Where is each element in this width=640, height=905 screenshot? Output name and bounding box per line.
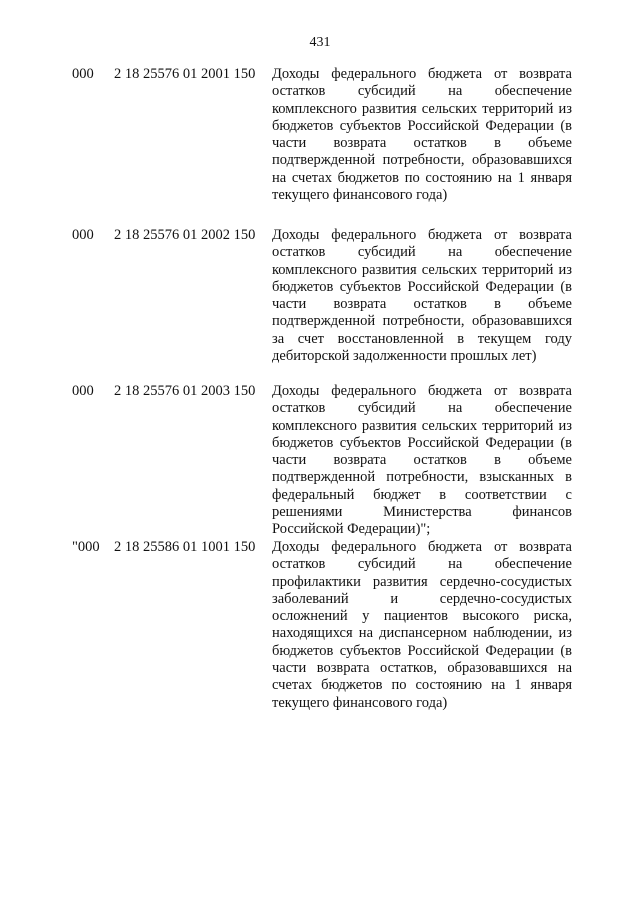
income-description: Доходы федерального бюджета от возврата остатков субсидий на обеспечение комплексного развития сельских территорий из бюджетов субъектов Российской Федерации (в части возврата остатков в объеме подтвержденной потребности, взысканных в федеральный бюджет в соответствии с решениями Министерства финансов Российской Федерации)";: [272, 383, 572, 538]
budget-classification-code: 2 18 25576 01 2002 150: [114, 227, 256, 243]
budget-code-table: [0, 66, 640, 712]
income-description: Доходы федерального бюджета от возврата остатков субсидий на обеспечение комплексного развития сельских территорий из бюджетов субъектов Российской Федерации (в части возврата остатков в объеме подтвержденной потребности, образовавшихся за счет восстановленной в текущем году дебиторской задолженности прошлых лет): [272, 227, 572, 365]
table-row: [0, 383, 640, 539]
table-row: [0, 539, 640, 712]
admin-code: "000: [72, 539, 100, 555]
table-row: [0, 227, 640, 383]
admin-code: 000: [72, 66, 94, 82]
table-row: [0, 66, 640, 227]
budget-classification-code: 2 18 25586 01 1001 150: [114, 539, 256, 555]
income-description: Доходы федерального бюджета от возврата остатков субсидий на обеспечение комплексного развития сельских территорий из бюджетов субъектов Российской Федерации (в части возврата остатков в объеме подтвержденной потребности, образовавшихся на счетах бюджетов по состоянию на 1 января текущего финансового года): [272, 66, 572, 204]
page-number: 431: [309, 35, 331, 50]
budget-classification-code: 2 18 25576 01 2001 150: [114, 66, 256, 82]
budget-classification-code: 2 18 25576 01 2003 150: [114, 383, 256, 399]
admin-code: 000: [72, 383, 94, 399]
income-description: Доходы федерального бюджета от возврата остатков субсидий на обеспечение профилактики развития сердечно-сосудистых заболеваний и сердечно-сосудистых осложнений у пациентов высокого риска, находящихся на диспансерном наблюдении, из бюджетов субъектов Российской Федерации (в части возврата остатков, образовавшихся на счетах бюджетов по состоянию на 1 января текущего финансового года): [272, 539, 572, 711]
admin-code: 000: [72, 227, 94, 243]
